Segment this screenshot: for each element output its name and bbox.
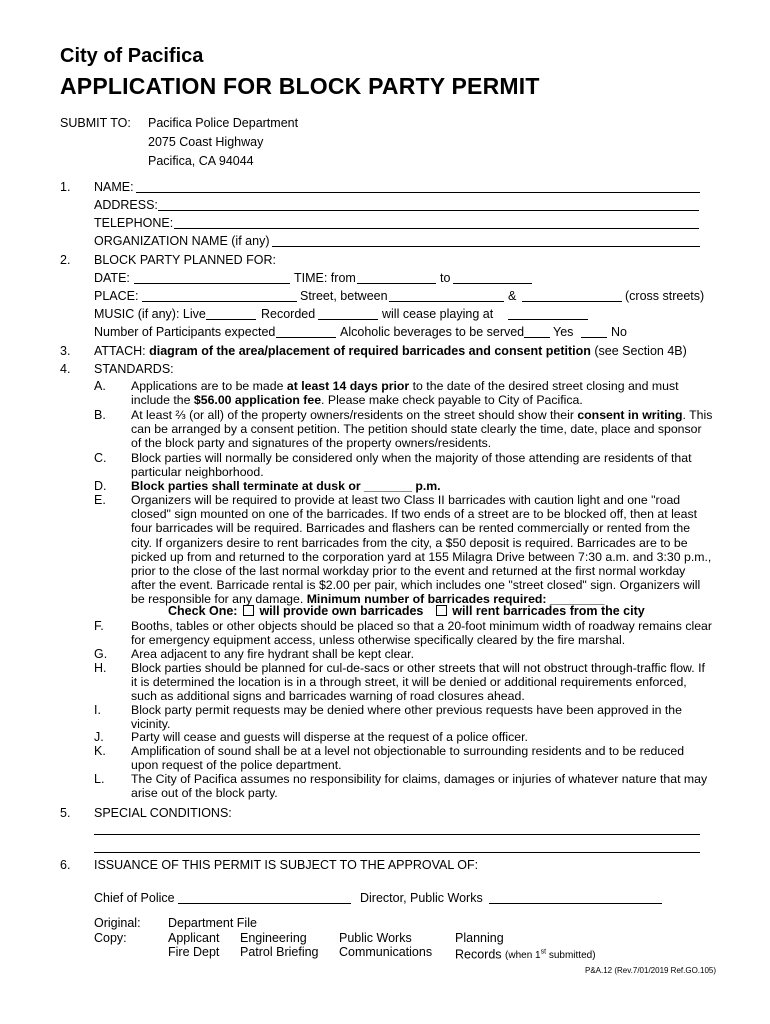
recorded-label: Recorded xyxy=(261,307,316,321)
item-f-text: Booths, tables or other objects should be placed so that a 20-foot minimum width of roadway remains clear for emergency equipment access, unless otherwise specifically cleared by the fire marshal. xyxy=(131,619,712,648)
original-label: Original: xyxy=(94,916,141,930)
records-note xyxy=(505,950,596,961)
copy-planning: Planning xyxy=(455,931,504,945)
organization-label: ORGANIZATION NAME (if any) xyxy=(94,234,270,248)
records-st: st xyxy=(540,949,547,956)
approval-heading: ISSUANCE OF THIS PERMIT IS SUBJECT TO THE APPROVAL OF: xyxy=(94,858,479,872)
time-from-field[interactable] xyxy=(357,283,436,284)
special-conditions-heading: SPECIAL CONDITIONS: xyxy=(94,806,232,820)
own-barricades-label: will provide own barricades xyxy=(259,604,424,618)
alcohol-no-field[interactable] xyxy=(581,337,607,338)
item-l-letter: L. xyxy=(94,772,105,786)
item-h-letter: H. xyxy=(94,661,107,675)
item-b-part1: At least ⅔ (or all) of the property owners/residents on the street should show their xyxy=(131,408,578,422)
time-to-label: to xyxy=(440,271,451,285)
place-field[interactable] xyxy=(142,301,297,302)
submit-line-3: Pacifica, CA 94044 xyxy=(148,154,254,168)
telephone-field[interactable] xyxy=(174,228,699,229)
department-file: Department File xyxy=(168,916,257,930)
submit-line-2: 2075 Coast Highway xyxy=(148,135,264,149)
director-signature-field[interactable] xyxy=(489,903,662,904)
copy-communications: Communications xyxy=(339,945,433,959)
form-title: APPLICATION FOR BLOCK PARTY PERMIT xyxy=(60,73,540,99)
date-label: DATE: xyxy=(94,271,130,285)
music-live-label: MUSIC (if any): Live xyxy=(94,307,206,321)
copy-patrol-briefing: Patrol Briefing xyxy=(240,945,319,959)
item-h-text: Block parties should be planned for cul-de-sacs or other streets that will not obstruct through-traffic flow. If it is determined the location is in a through street, it will be denied or additional requirements enforced, such as additional signs and barricades warning of road closures ahead. xyxy=(131,661,705,704)
item-j-text: Party will cease and guests will disperse at the request of a police officer. xyxy=(131,730,528,744)
copy-applicant: Applicant xyxy=(168,931,220,945)
item-k-text: Amplification of sound shall be at a level not objectionable to surrounding residents and to be reduced upon request of the police department. xyxy=(131,744,685,773)
standards-heading: STANDARDS: xyxy=(94,362,174,376)
item-a-part1: Applications are to be made xyxy=(131,379,287,393)
organization-field[interactable] xyxy=(272,246,700,247)
item-l-text: The City of Pacifica assumes no responsibility for claims, damages or injuries of whatever nature that may arise out of the block party. xyxy=(131,772,708,801)
music-live-field[interactable] xyxy=(206,319,256,320)
check-one-row xyxy=(168,604,645,619)
item-a-fee: $56.00 application fee xyxy=(193,393,322,408)
time-to-field[interactable] xyxy=(453,283,532,284)
check-one-label: Check One: xyxy=(168,604,238,618)
item-i-text: Block party permit requests may be denied where other previous requests have been approved in the vicinity. xyxy=(131,703,682,732)
section-5-number: 5. xyxy=(60,806,71,820)
yes-label: Yes xyxy=(553,325,574,339)
item-d-letter: D. xyxy=(94,479,107,493)
attach-tail: (see Section 4B) xyxy=(594,344,687,358)
section-6-number: 6. xyxy=(60,858,71,872)
recorded-field[interactable] xyxy=(318,319,378,320)
participants-label: Number of Participants expected xyxy=(94,325,276,339)
will-cease-label: will cease playing at xyxy=(382,307,494,321)
cross-street-1-field[interactable] xyxy=(389,301,504,302)
copy-public-works: Public Works xyxy=(339,931,412,945)
item-f-letter: F. xyxy=(94,619,104,633)
item-e-letter: E. xyxy=(94,493,106,507)
chief-label: Chief of Police xyxy=(94,891,175,905)
cease-time-field[interactable] xyxy=(508,319,588,320)
copy-label: Copy: xyxy=(94,931,127,945)
item-e-text xyxy=(131,493,713,607)
name-label: NAME: xyxy=(94,180,134,194)
telephone-label: TELEPHONE: xyxy=(94,216,174,230)
address-field[interactable] xyxy=(158,210,699,211)
section-3-number: 3. xyxy=(60,344,71,358)
attach-text xyxy=(94,344,687,359)
item-b-text xyxy=(131,408,713,451)
item-e-bold: Minimum number of barricades required: ________ xyxy=(306,592,605,607)
street-between-label: Street, between xyxy=(300,289,388,303)
item-e-part1: Organizers will be required to provide at least two Class II barricades with caution light and one "road closed" sign mounted on one of the barricades. If two ends of a street are to be blocked off, then at least four barricades will be required. Barricades and flashers can be rented commercially or rented from the city. If organizers desire to rent barricades from the city, a $50 deposit is required. Barricades are to be picked up from and returned to the corporation yard at 155 Milagra Drive between 7:30 a.m. and 3:30 p.m., prior to the close of the last normal workday prior to the event and returned at the first normal workday after the event. Barricade rental is $2.00 per pair, which includes one "street closed" sign. Organizers will be responsible for any damage. xyxy=(131,493,712,607)
participants-field[interactable] xyxy=(276,337,336,338)
date-field[interactable] xyxy=(134,283,290,284)
planned-heading: BLOCK PARTY PLANNED FOR: xyxy=(94,253,276,267)
item-a-letter: A. xyxy=(94,379,106,393)
item-c-letter: C. xyxy=(94,451,107,465)
item-g-letter: G. xyxy=(94,647,108,661)
records-label: Records xyxy=(455,947,502,962)
section-4-number: 4. xyxy=(60,362,71,376)
alcohol-yes-field[interactable] xyxy=(524,337,550,338)
name-field[interactable] xyxy=(136,192,700,193)
city-name: City of Pacifica xyxy=(60,45,204,67)
item-a-text xyxy=(131,379,713,407)
rent-barricades-label: will rent barricades from the city xyxy=(452,604,645,618)
records-when: (when 1 xyxy=(505,950,541,962)
item-a-bold: at least 14 days prior xyxy=(286,379,410,393)
section-2-number: 2. xyxy=(60,253,71,267)
form-reference: P&A.12 (Rev.7/01/2019 Ref.GO.105) xyxy=(585,966,717,975)
attach-label: ATTACH: xyxy=(94,344,146,358)
attach-bold: diagram of the area/placement of required barricades and consent petition xyxy=(149,344,591,358)
time-from-label: TIME: from xyxy=(294,271,356,285)
ampersand: & xyxy=(508,289,517,303)
item-k-letter: K. xyxy=(94,744,106,758)
special-conditions-line-2[interactable] xyxy=(94,852,700,853)
copy-records xyxy=(455,945,596,963)
cross-street-2-field[interactable] xyxy=(522,301,622,302)
item-a-part3: . Please make check payable to City of Pacifica. xyxy=(321,393,583,408)
cross-streets-label: (cross streets) xyxy=(625,289,705,303)
submit-label: SUBMIT TO: xyxy=(60,116,131,130)
item-b-letter: B. xyxy=(94,408,106,422)
item-i-letter: I. xyxy=(94,703,101,717)
chief-signature-field[interactable] xyxy=(178,903,351,904)
alcohol-label: Alcoholic beverages to be served xyxy=(340,325,525,339)
place-label: PLACE: xyxy=(94,289,139,303)
address-label: ADDRESS: xyxy=(94,198,158,212)
copy-engineering: Engineering xyxy=(240,931,307,945)
own-barricades-checkbox[interactable] xyxy=(243,605,254,616)
item-c-text: Block parties will normally be considered only when the majority of those attending are residents of that particular neighborhood. xyxy=(131,451,692,480)
rent-barricades-checkbox[interactable] xyxy=(436,605,447,616)
records-submitted: submitted) xyxy=(546,950,596,962)
director-label: Director, Public Works xyxy=(360,891,483,905)
item-b-part2: . This can be arranged by a consent petition. The petition should state clearly the time, date, place and sponsor of the block party and signatures of the property owners/residents. xyxy=(131,408,713,451)
section-1-number: 1. xyxy=(60,180,71,194)
item-b-bold: consent in writing xyxy=(577,408,683,422)
item-a-part2: to the date of the desired street closing and must include the xyxy=(131,379,679,408)
item-d-text: Block parties shall terminate at dusk or _______ p.m. xyxy=(131,479,441,493)
item-g-text: Area adjacent to any fire hydrant shall be kept clear. xyxy=(131,647,414,661)
copy-fire-dept: Fire Dept xyxy=(168,945,220,959)
special-conditions-line-1[interactable] xyxy=(94,834,700,835)
item-j-letter: J. xyxy=(94,730,104,744)
submit-line-1: Pacifica Police Department xyxy=(148,116,299,130)
no-label: No xyxy=(611,325,627,339)
